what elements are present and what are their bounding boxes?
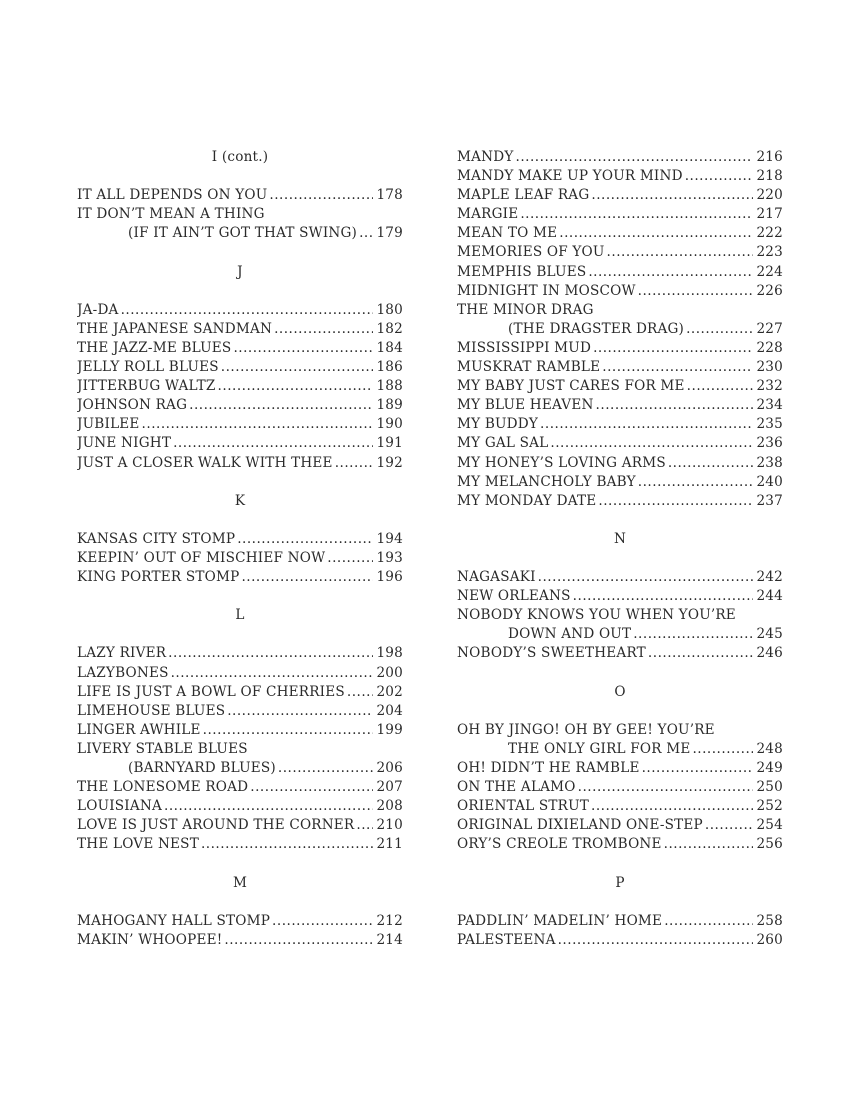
entry-title: (IF IT AIN’T GOT THAT SWING) <box>128 225 358 242</box>
dot-leader <box>218 377 374 396</box>
entry-page-number: 193 <box>376 549 403 566</box>
entry-title: MISSISSIPPI MUD <box>457 339 592 356</box>
dot-leader <box>203 721 374 740</box>
entry-page-number: 199 <box>376 721 403 738</box>
entry-page-number: 189 <box>376 397 403 414</box>
index-entry <box>77 568 403 587</box>
entry-page-number: 237 <box>756 492 783 509</box>
entry-title: THE LOVE NEST <box>77 836 199 853</box>
entry-title: (THE DRAGSTER DRAG) <box>508 320 685 337</box>
dot-leader <box>591 186 753 205</box>
dot-leader <box>591 797 753 816</box>
section-heading-o: O <box>614 683 626 700</box>
entry-page-number: 179 <box>376 225 403 242</box>
spacer <box>77 243 403 262</box>
spacer <box>77 625 403 644</box>
dot-leader <box>686 320 753 339</box>
spacer <box>77 854 403 873</box>
entry-title: THE MINOR DRAG <box>457 301 594 318</box>
entry-title: ON THE ALAMO <box>457 779 576 796</box>
index-entry <box>457 587 783 606</box>
entry-page-number: 246 <box>756 645 783 662</box>
dot-leader <box>359 224 373 243</box>
spacer <box>77 282 403 301</box>
dot-leader <box>274 320 373 339</box>
entry-title: ORIENTAL STRUT <box>457 798 589 815</box>
entry-title: LIMEHOUSE BLUES <box>77 702 226 719</box>
dot-leader <box>356 816 373 835</box>
entry-page-number: 184 <box>376 339 403 356</box>
entry-page-number: 254 <box>756 817 783 834</box>
entry-title: THE JAZZ-ME BLUES <box>77 339 232 356</box>
entry-page-number: 206 <box>376 760 403 776</box>
index-entry <box>77 549 403 568</box>
spacer <box>457 702 783 721</box>
dot-leader <box>241 568 373 587</box>
entry-title: NOBODY’S SWEETHEART <box>457 645 646 662</box>
dot-leader <box>269 186 373 205</box>
entry-title: MAHOGANY HALL STOMP <box>77 912 271 929</box>
entry-title: JUBILEE <box>77 416 140 433</box>
entry-page-number: 248 <box>756 740 783 757</box>
entry-title: MY MONDAY DATE <box>457 492 597 509</box>
spacer <box>457 511 783 530</box>
index-entry <box>457 759 783 778</box>
index-entry <box>457 492 783 511</box>
entry-page-number: 210 <box>376 817 403 834</box>
index-entry <box>77 797 403 816</box>
entry-page-number: 244 <box>756 588 783 605</box>
index-entry <box>77 301 403 320</box>
index-entry <box>457 931 783 950</box>
entry-page-number: 211 <box>376 836 403 853</box>
entry-title: DOWN AND OUT <box>508 626 632 643</box>
dot-leader <box>559 224 753 243</box>
dot-leader <box>593 339 753 358</box>
entry-title: JITTERBUG WALTZ <box>77 378 216 395</box>
dot-leader <box>668 454 754 473</box>
entry-title: NAGASAKI <box>457 569 536 586</box>
entry-title: ORIGINAL DIXIELAND ONE-STEP <box>457 817 703 834</box>
entry-page-number: 260 <box>756 931 783 948</box>
entry-title: MY GAL SAL <box>457 435 549 452</box>
index-entry <box>77 205 403 224</box>
index-entry <box>457 339 783 358</box>
dot-leader <box>578 778 754 797</box>
index-entry <box>457 263 783 282</box>
dot-leader <box>237 530 373 549</box>
entry-title: JA-DA <box>77 301 119 318</box>
entry-title: PADDLIN’ MADELIN’ HOME <box>457 912 663 929</box>
dot-leader <box>221 358 374 377</box>
entry-page-number: 222 <box>756 225 783 242</box>
entry-page-number: 190 <box>376 416 403 433</box>
entry-page-number: 182 <box>376 320 403 337</box>
dot-leader <box>335 454 374 473</box>
section-heading-l: L <box>235 607 245 624</box>
index-entry <box>77 358 403 377</box>
dot-leader <box>173 434 373 453</box>
index-entry <box>457 644 783 663</box>
spacer <box>77 587 403 606</box>
entry-page-number: 180 <box>376 301 403 318</box>
entry-page-number: 240 <box>756 473 783 490</box>
entry-title: ORY’S CREOLE TROMBONE <box>457 836 662 853</box>
dot-leader <box>596 396 754 415</box>
entry-title: OH! DIDN’T HE RAMBLE <box>457 760 640 776</box>
index-entry <box>77 912 403 931</box>
entry-page-number: 245 <box>756 626 783 643</box>
entry-page-number: 207 <box>376 779 403 796</box>
dot-leader <box>164 797 373 816</box>
entry-page-number: 228 <box>756 339 783 356</box>
entry-page-number: 191 <box>376 435 403 452</box>
left-index-column <box>77 148 403 950</box>
entry-title: JUST A CLOSER WALK WITH THEE <box>77 454 333 471</box>
index-entry <box>457 377 783 396</box>
entry-title: MARGIE <box>457 206 519 223</box>
section-heading-i-cont: I (cont.) <box>211 149 269 165</box>
dot-leader <box>272 912 373 931</box>
entry-page-number: 218 <box>756 168 783 185</box>
index-entry <box>77 664 403 683</box>
entry-page-number: 202 <box>376 683 403 700</box>
index-entry <box>457 186 783 205</box>
entry-title: LOUISIANA <box>77 798 163 815</box>
index-entry <box>77 702 403 721</box>
entry-title: NOBODY KNOWS YOU WHEN YOU’RE <box>457 607 736 624</box>
entry-title: MEMORIES OF YOU <box>457 244 605 261</box>
dot-leader <box>171 664 374 683</box>
index-entry <box>457 912 783 931</box>
dot-leader <box>638 473 754 492</box>
spacer <box>77 511 403 530</box>
dot-leader <box>558 931 754 950</box>
index-entry <box>457 816 783 835</box>
dot-leader <box>233 339 373 358</box>
entry-title: PALESTEENA <box>457 931 556 948</box>
index-entry <box>457 358 783 377</box>
entry-title: OH BY JINGO! OH BY GEE! YOU’RE <box>457 721 715 738</box>
entry-page-number: 226 <box>756 282 783 299</box>
entry-title: MANDY MAKE UP YOUR MIND <box>457 168 683 185</box>
entry-page-number: 252 <box>756 798 783 815</box>
entry-title: JUNE NIGHT <box>77 435 172 452</box>
entry-title: IT DON’T MEAN A THING <box>77 206 265 223</box>
dot-leader <box>607 243 754 262</box>
index-entry <box>457 625 783 644</box>
index-entry <box>457 320 783 339</box>
entry-title: MY BLUE HEAVEN <box>457 397 594 414</box>
entry-page-number: 235 <box>756 416 783 433</box>
spacer <box>457 893 783 912</box>
entry-page-number: 200 <box>376 664 403 681</box>
entry-page-number: 208 <box>376 798 403 815</box>
entry-page-number: 232 <box>756 378 783 395</box>
entry-title: LIFE IS JUST A BOWL OF CHERRIES <box>77 683 345 700</box>
index-entry <box>457 224 783 243</box>
dot-leader <box>278 759 374 778</box>
index-entry <box>457 148 783 167</box>
dot-leader <box>598 492 753 511</box>
entry-title: THE LONESOME ROAD <box>77 779 249 796</box>
section-heading-n: N <box>613 530 627 547</box>
index-entry <box>77 186 403 205</box>
entry-title: THE ONLY GIRL FOR ME <box>508 740 691 757</box>
entry-title: MEAN TO ME <box>457 225 558 242</box>
entry-page-number: 224 <box>756 263 783 280</box>
index-entry <box>77 396 403 415</box>
dot-leader <box>224 931 373 950</box>
entry-title: LIVERY STABLE BLUES <box>77 740 248 757</box>
index-entry <box>457 473 783 492</box>
entry-page-number: 217 <box>756 206 783 223</box>
entry-title: LOVE IS JUST AROUND THE CORNER <box>77 817 355 834</box>
index-entry <box>457 415 783 434</box>
index-entry <box>457 301 783 320</box>
section-heading-p: P <box>615 874 625 891</box>
index-entry <box>457 835 783 854</box>
dot-leader <box>168 644 373 663</box>
entry-page-number: 250 <box>756 779 783 796</box>
index-entry <box>77 320 403 339</box>
entry-page-number: 198 <box>376 645 403 662</box>
index-entry <box>457 454 783 473</box>
index-entry <box>457 721 783 740</box>
entry-page-number: 194 <box>376 530 403 547</box>
index-entry <box>77 759 403 778</box>
entry-title: MY HONEY’S LOVING ARMS <box>457 454 666 471</box>
index-entry <box>457 434 783 453</box>
entry-page-number: 227 <box>756 320 783 337</box>
entry-title: NEW ORLEANS <box>457 588 571 605</box>
entry-title: MANDY <box>457 149 514 165</box>
dot-leader <box>520 205 753 224</box>
dot-leader <box>573 587 754 606</box>
entry-page-number: 234 <box>756 397 783 414</box>
dot-leader <box>550 434 753 453</box>
entry-page-number: 216 <box>756 149 783 165</box>
entry-page-number: 178 <box>376 187 403 204</box>
entry-page-number: 242 <box>756 569 783 586</box>
spacer <box>457 664 783 683</box>
entry-title: MUSKRAT RAMBLE <box>457 359 601 376</box>
entry-page-number: 204 <box>376 702 403 719</box>
dot-leader <box>685 167 754 186</box>
entry-title: MAKIN’ WHOOPEE! <box>77 931 223 948</box>
spacer <box>457 549 783 568</box>
entry-title: JOHNSON RAG <box>77 397 188 414</box>
entry-page-number: 186 <box>376 359 403 376</box>
spacer <box>77 893 403 912</box>
dot-leader <box>347 683 374 702</box>
entry-title: LAZYBONES <box>77 664 169 681</box>
index-entry <box>77 454 403 473</box>
index-entry <box>77 740 403 759</box>
index-entry <box>457 606 783 625</box>
index-entry <box>77 434 403 453</box>
dot-leader <box>664 835 754 854</box>
entry-page-number: 196 <box>376 569 403 586</box>
dot-leader <box>516 148 754 167</box>
dot-leader <box>638 282 754 301</box>
index-entry <box>457 243 783 262</box>
entry-title: IT ALL DEPENDS ON YOU <box>77 187 268 204</box>
entry-page-number: 258 <box>756 912 783 929</box>
dot-leader <box>705 816 754 835</box>
entry-title: MY BUDDY <box>457 416 539 433</box>
entry-title: MIDNIGHT IN MOSCOW <box>457 282 636 299</box>
entry-page-number: 192 <box>376 454 403 471</box>
entry-page-number: 236 <box>756 435 783 452</box>
index-entry <box>77 377 403 396</box>
entry-page-number: 249 <box>756 760 783 776</box>
index-entry <box>77 778 403 797</box>
dot-leader <box>540 415 753 434</box>
dot-leader <box>602 358 753 377</box>
dot-leader <box>227 702 373 721</box>
entry-page-number: 188 <box>376 378 403 395</box>
entry-page-number: 230 <box>756 359 783 376</box>
dot-leader <box>642 759 754 778</box>
index-entry <box>77 683 403 702</box>
entry-title: LAZY RIVER <box>77 645 167 662</box>
dot-leader <box>692 740 753 759</box>
spacer <box>457 854 783 873</box>
section-heading-m: M <box>232 874 248 891</box>
dot-leader <box>538 568 754 587</box>
section-heading-j: J <box>237 263 243 280</box>
entry-title: THE JAPANESE SANDMAN <box>77 320 273 337</box>
entry-page-number: 220 <box>756 187 783 204</box>
dot-leader <box>201 835 373 854</box>
index-entry <box>77 816 403 835</box>
entry-page-number: 256 <box>756 836 783 853</box>
entry-title: MY MELANCHOLY BABY <box>457 473 636 490</box>
entry-title: KING PORTER STOMP <box>77 569 240 586</box>
entry-page-number: 214 <box>376 931 403 948</box>
entry-title: MY BABY JUST CARES FOR ME <box>457 378 685 395</box>
spacer <box>77 473 403 492</box>
dot-leader <box>648 644 754 663</box>
dot-leader <box>687 377 754 396</box>
index-entry <box>457 205 783 224</box>
index-entry <box>77 644 403 663</box>
index-entry <box>457 740 783 759</box>
dot-leader <box>189 396 373 415</box>
index-entry <box>457 778 783 797</box>
index-entry <box>457 396 783 415</box>
index-entry <box>77 530 403 549</box>
dot-leader <box>633 625 753 644</box>
index-entry <box>457 568 783 587</box>
index-entry <box>77 415 403 434</box>
entry-title: MAPLE LEAF RAG <box>457 187 590 204</box>
entry-title: LINGER AWHILE <box>77 721 201 738</box>
dot-leader <box>327 549 373 568</box>
index-entry <box>77 224 403 243</box>
index-entry <box>457 167 783 186</box>
index-entry <box>77 721 403 740</box>
entry-page-number: 223 <box>756 244 783 261</box>
dot-leader <box>588 263 753 282</box>
index-entry <box>77 931 403 950</box>
entry-page-number: 212 <box>376 912 403 929</box>
entry-title: (BARNYARD BLUES) <box>128 760 276 776</box>
spacer <box>77 167 403 186</box>
entry-title: JELLY ROLL BLUES <box>77 359 219 376</box>
entry-title: KANSAS CITY STOMP <box>77 530 236 547</box>
dot-leader <box>250 778 373 797</box>
section-heading-k: K <box>234 492 246 509</box>
index-entry <box>457 797 783 816</box>
entry-title: MEMPHIS BLUES <box>457 263 587 280</box>
entry-page-number: 238 <box>756 454 783 471</box>
index-entry <box>77 339 403 358</box>
dot-leader <box>142 415 374 434</box>
dot-leader <box>121 301 374 320</box>
right-index-column <box>457 148 783 950</box>
index-entry <box>457 282 783 301</box>
dot-leader <box>664 912 753 931</box>
index-entry <box>77 835 403 854</box>
entry-title: KEEPIN’ OUT OF MISCHIEF NOW <box>77 549 326 566</box>
